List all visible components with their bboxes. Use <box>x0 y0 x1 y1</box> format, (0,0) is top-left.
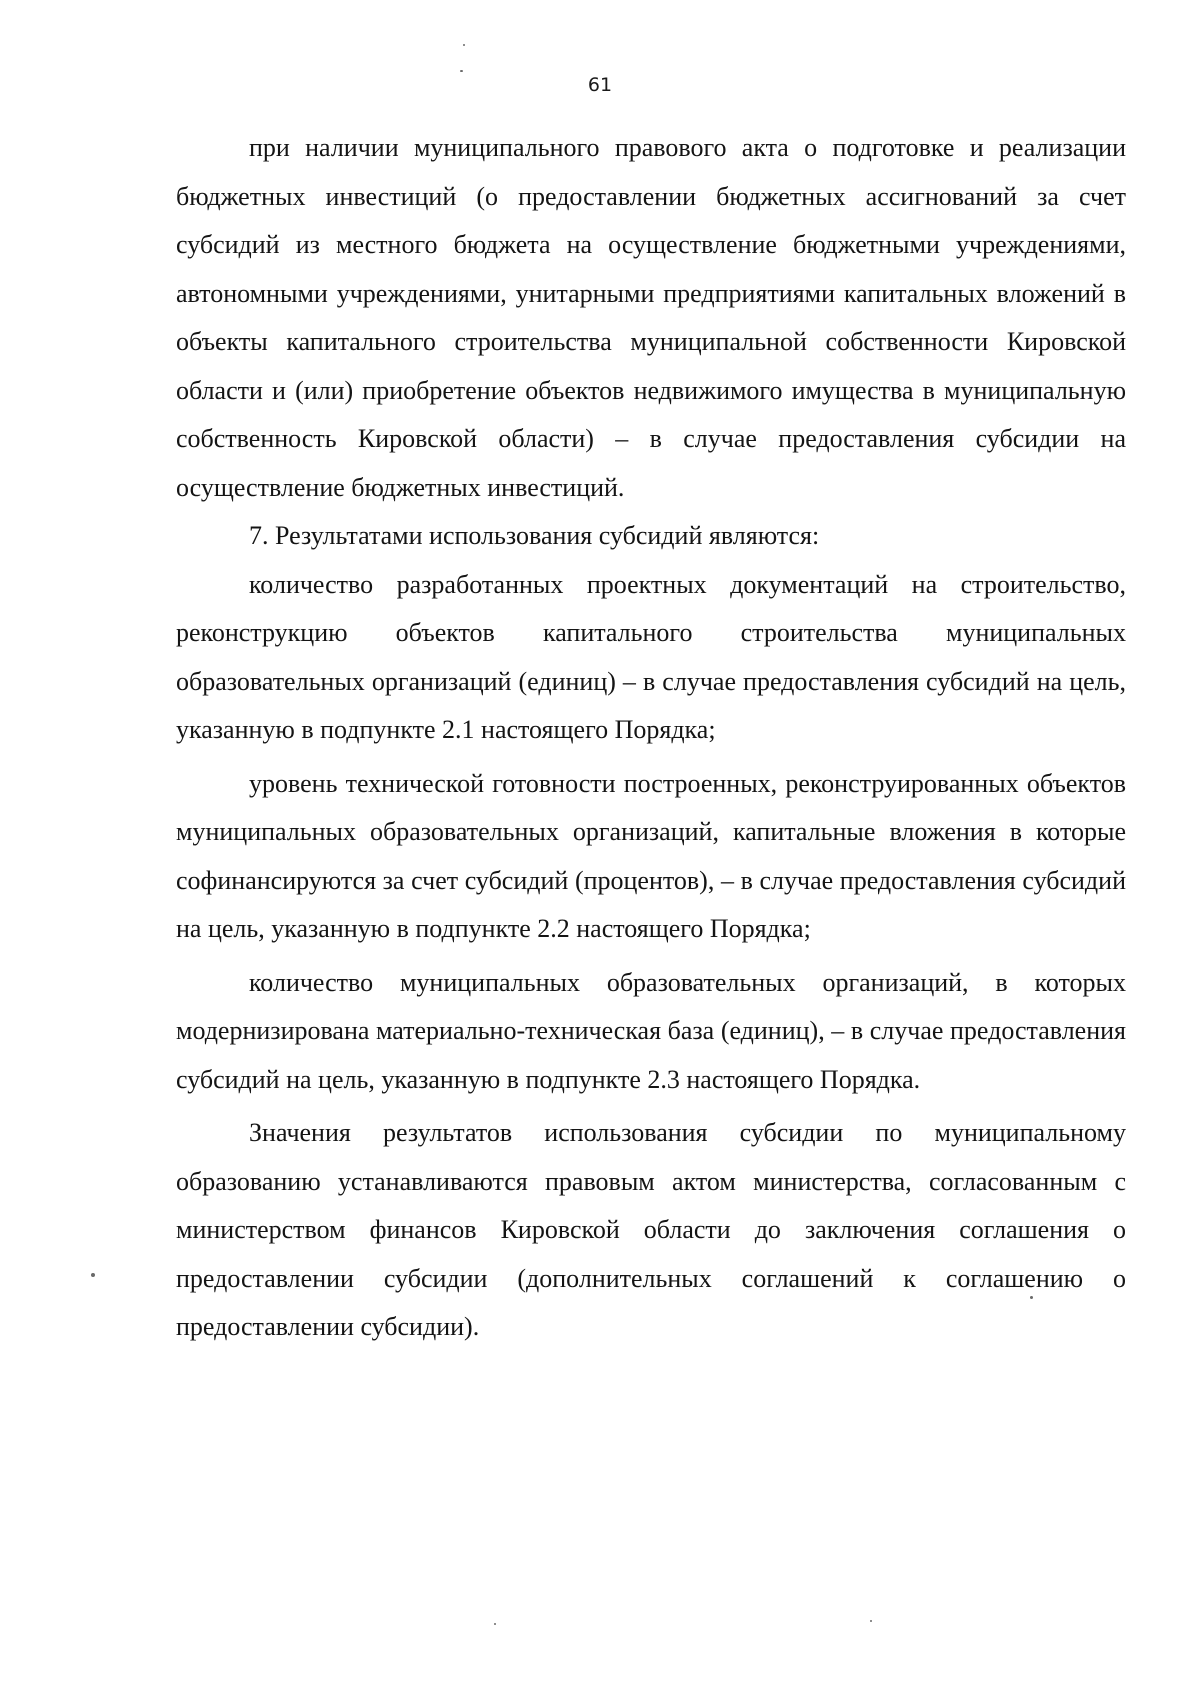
scan-speck <box>91 1273 95 1277</box>
paragraph-result-values: Значения результатов использования субсидии по муниципальному образованию устанавливаются правовым актом министерства, согласованным с министерством финансов Кировской области до заключения соглашения о предоставлении субсидии (дополнительных соглашений к соглашению о предоставлении субсидии). <box>176 1118 1126 1341</box>
paragraph-investment-act: при наличии муниципального правового акта о подготовке и реализации бюджетных инвестиций (о предоставлении бюджетных ассигнований за счет субсидий из местного бюджета на осуществление бюджетными учреждениями, автономными учреждениями, унитарными предприятиями капитальных вложений в объекты капитального строительства муниципальной собственности Кировской области и (или) приобретение объектов недвижимого имущества в муниципальную собственность Кировской области) – в случае предоставления субсидии на осуществление бюджетных инвестиций. <box>176 133 1126 502</box>
scan-speck <box>870 1620 872 1622</box>
paragraph-result-design-docs: количество разработанных проектных документаций на строительство, реконструкцию объектов капитального строительства муниципальных образовательных организаций (единиц) – в случае предоставления субсидий на цель, указанную в подпункте 2.1 настоящего Порядка; <box>176 569 1126 744</box>
scan-speck <box>463 44 465 46</box>
paragraph-result-readiness: уровень технической готовности построенных, реконструированных объектов муниципальных образовательных организаций, капитальные вложения в которые софинансируются за счет субсидий (процентов), – в случае предоставления субсидий на цель, указанную в подпункте 2.2 настоящего Порядка; <box>176 768 1126 943</box>
scan-speck <box>1030 1296 1033 1299</box>
scan-speck <box>460 70 463 72</box>
paragraph-result-modernization: количество муниципальных образовательных организаций, в которых модернизирована материально-техническая база (единиц), – в случае предоставления субсидий на цель, указанную в подпункте 2.3 настоящего Порядка. <box>176 967 1126 1094</box>
page-number: 61 <box>587 74 613 96</box>
paragraph-section-7-heading: 7. Результатами использования субсидий являются: <box>249 521 820 550</box>
document-body <box>176 124 1126 1352</box>
scan-speck <box>494 1623 496 1625</box>
